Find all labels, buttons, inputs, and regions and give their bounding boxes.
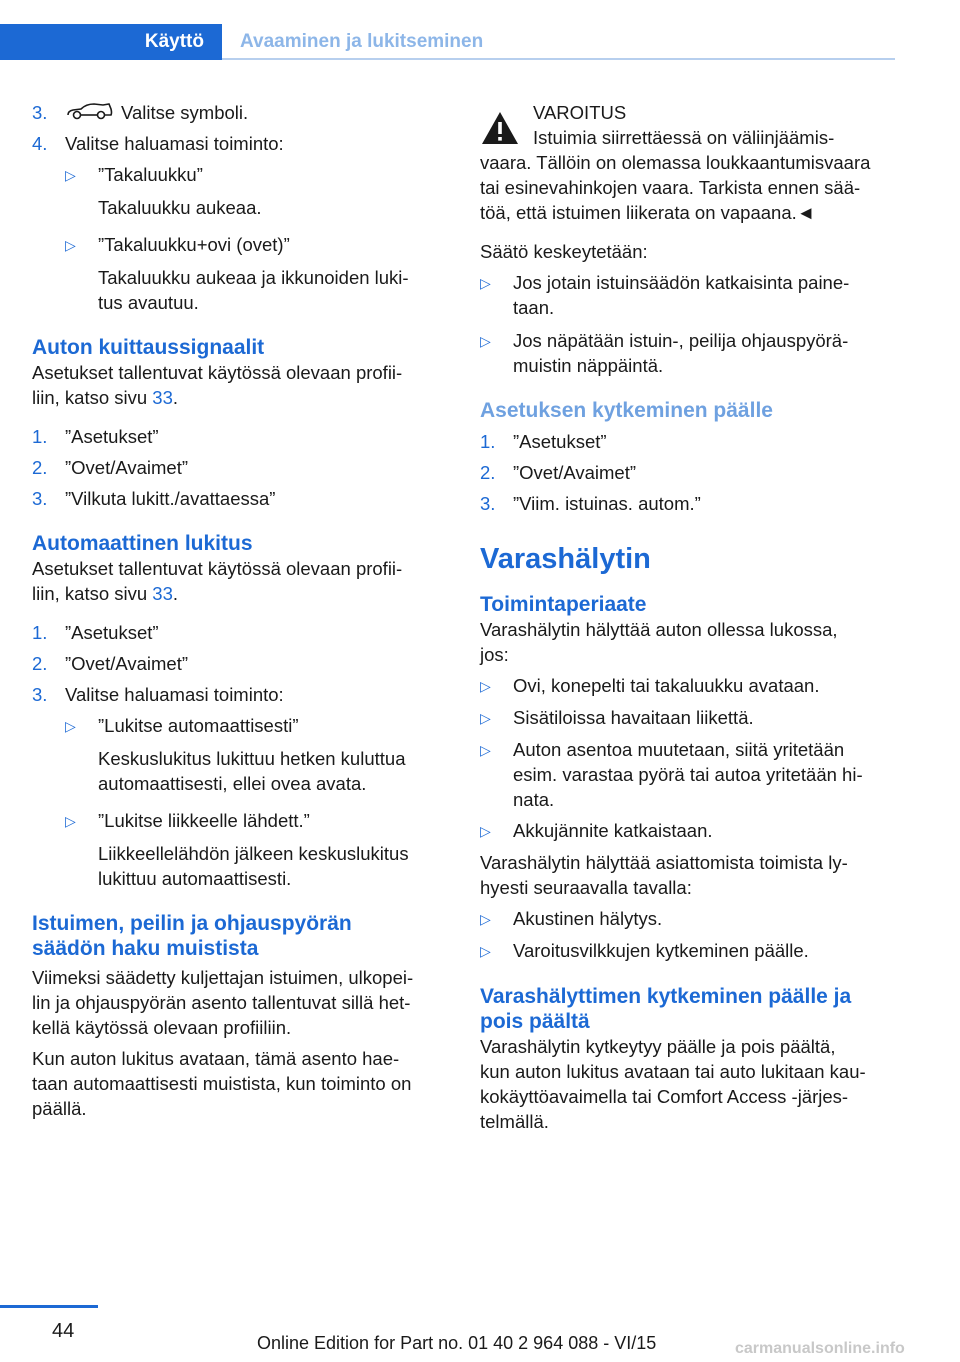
triangle-right-icon: ▷ — [65, 167, 76, 183]
page-number: 44 — [52, 1320, 75, 1342]
header-divider — [222, 58, 895, 60]
paragraph: liin, katso sivu 33. — [32, 387, 179, 408]
option-desc: Takaluukku aukeaa ja ikkunoiden luki‐ — [98, 267, 409, 288]
triangle-right-icon: ▷ — [480, 911, 491, 927]
triangle-right-icon: ▷ — [65, 813, 76, 829]
section-heading: Auton kuittaussignaalit — [32, 336, 265, 359]
list-text: Valitse symboli. — [121, 102, 249, 123]
triangle-right-icon: ▷ — [65, 718, 76, 734]
breadcrumb[interactable]: Avaaminen ja lukitseminen — [240, 31, 484, 52]
list-item: 3. ”Vilkuta lukitt./avattaessa” — [32, 488, 276, 509]
list-item — [32, 131, 452, 156]
chapter-title: Varashälytin — [480, 543, 651, 575]
triangle-right-icon: ▷ — [65, 237, 76, 253]
section-heading: Varashälyttimen kytkeminen päälle ja pois päältä — [480, 985, 852, 1033]
car-tailgate-icon — [65, 100, 115, 122]
list-item: ▷ Jos näpätään istuin-, peilija ohjauspyörä‐ muistin näppäintä. — [480, 330, 849, 376]
list-item: ▷ Ovi, konepelti tai takaluukku avataan. — [480, 673, 895, 699]
subsection-heading: Asetuksen kytkeminen päälle — [480, 399, 773, 422]
page-link[interactable]: 33 — [152, 583, 173, 604]
triangle-right-icon: ▷ — [480, 275, 491, 291]
page-header — [0, 0, 895, 62]
list-item: 2. ”Ovet/Avaimet” — [32, 653, 189, 674]
page-link[interactable]: 33 — [152, 387, 173, 408]
paragraph: liin, katso sivu 33. — [32, 583, 179, 604]
list-item: ▷ Auton asentoa muutetaan, siitä yritetään esim. varastaa pyörä tai autoa yritetään hi‐ nata. — [480, 739, 863, 810]
list-item: ▷ Jos jotain istuinsäädön katkaisinta paine‐ taan. — [480, 272, 850, 318]
paragraph: Asetukset tallentuvat käytössä olevaan profii‐ — [32, 362, 403, 383]
option-title: ”Takaluukku” — [98, 164, 203, 185]
list-item: ▷ Varoitusvilkkujen kytkeminen päälle. — [480, 938, 895, 964]
list-item: ▷ Akustinen hälytys. — [480, 906, 895, 932]
list-item — [32, 100, 452, 125]
section-tab[interactable]: Käyttö — [0, 24, 222, 60]
list-number: 3. — [32, 102, 48, 123]
watermark: carmanualsonline.info — [735, 1340, 905, 1357]
triangle-right-icon: ▷ — [480, 943, 491, 959]
edition-text: Online Edition for Part no. 01 40 2 964 088 - VI/15 — [257, 1333, 657, 1353]
triangle-right-icon: ▷ — [480, 710, 491, 726]
list-item — [65, 232, 452, 315]
warning-triangle-icon — [480, 110, 520, 146]
list-item: ▷ Sisätiloissa havaitaan liikettä. — [480, 705, 895, 731]
list-item: 1. ”Asetukset” — [32, 426, 159, 447]
triangle-right-icon: ▷ — [480, 742, 491, 758]
section-heading: Automaattinen lukitus — [32, 532, 253, 555]
list-text: Valitse haluamasi toiminto: — [65, 133, 284, 154]
list-item: ▷ ”Lukitse liikkeelle lähdett.” Liikkeellelähdön jälkeen keskuslukitus lukittuu automaattisesti. — [65, 810, 409, 889]
list-item: 3. Valitse haluamasi toiminto: — [32, 684, 284, 705]
left-column: 3. Valitse symboli. 4. Valitse haluamasi toiminto: ▷ ”Takaluukku” Takaluukku aukeaa. ▷ ”Takaluukku+ovi (ovet)” Takaluukku aukeaa ja ikkunoiden luki‐ tus avautuu. Auton kuittaussignaalit Asetukset tallentuvat käytössä olevaan profii‐ liin, katso sivu 33. 1. ”Asetukset” 2. ”Ovet/Avaimet” 3. ”Vilkuta lukitt./avattaessa” Automaattinen lukitus Asetukset tallentuvat käytössä olevaan profii‐ liin, katso sivu 33. 1. ”Asetukset” 2. ”Ovet/Avaimet” 3. Valitse haluamasi toiminto: ▷ ”Lukitse automaattisesti” Keskuslukitus lukittuu hetken kuluttua automaattisesti, ellei ovea avata. ▷ ”Lukitse liikkeelle lähdett.” Liikkeellelähdön jälkeen keskuslukitus lukittuu automaattisesti. Istuimen, peilin ja ohjauspyörän säädön haku muistista Viimeksi säädetty kuljettajan istuimen, ulkopei‐ lin ja ohjauspyörän asento tallentuvat sillä het‐ kellä käytössä olevaan profiiliin. Kun auton lukitus avataan, tämä asento hae‐ taan automaattisesti muistista, kun toiminto on päällä. — [32, 100, 452, 1121]
list-number: 4. — [32, 133, 48, 154]
triangle-right-icon: ▷ — [480, 333, 491, 349]
list-item: ▷ Akkujännite katkaistaan. — [480, 818, 895, 844]
warning-title: VAROITUS — [533, 102, 627, 123]
option-desc: Takaluukku aukeaa. — [98, 197, 262, 218]
option-title: ”Takaluukku+ovi (ovet)” — [98, 234, 290, 255]
triangle-right-icon: ▷ — [480, 678, 491, 694]
option-desc: tus avautuu. — [98, 292, 199, 313]
footer-divider — [0, 1305, 98, 1308]
list-item: 1. ”Asetukset” — [32, 622, 159, 643]
section-heading: Toimintaperiaate — [480, 593, 647, 616]
list-item: 1. ”Asetukset” — [480, 431, 607, 452]
list-item: 2. ”Ovet/Avaimet” — [32, 457, 189, 478]
section-heading: Istuimen, peilin ja ohjauspyörän säädön haku muistista — [32, 912, 352, 960]
warning-box: VAROITUS Istuimia siirrettäessä on väliinjäämis‐ vaara. Tällöin on olemassa loukkaantumisvaara tai esinevahinkojen vaara. Tarkista ennen sää‐ töä, että istuimen liikerata on vapaana.◄ — [480, 100, 895, 225]
triangle-right-icon: ▷ — [480, 823, 491, 839]
list-item — [65, 162, 452, 220]
list-item: 2. ”Ovet/Avaimet” — [480, 462, 637, 483]
list-item: ▷ ”Lukitse automaattisesti” Keskuslukitus lukittuu hetken kuluttua automaattisesti, ellei ovea avata. — [65, 715, 406, 794]
right-column: VAROITUS Istuimia siirrettäessä on väliinjäämis‐ vaara. Tällöin on olemassa loukkaantumisvaara tai esinevahinkojen vaara. Tarkista ennen sää‐ töä, että istuimen liikerata on vapaana.◄ Säätö keskeytetään: ▷ Jos jotain istuinsäädön katkaisinta paine‐ taan. ▷ Jos näpätään istuin-, peilija ohjauspyörä‐ muistin näppäintä. Asetuksen kytkeminen päälle 1. ”Asetukset” 2. ”Ovet/Avaimet” 3. ”Viim. istuinas. autom.” Varashälytin Toimintaperiaate Varashälytin hälyttää auton ollessa lukossa, jos: ▷ Ovi, konepelti tai takaluukku avataan. ▷ Sisätiloissa havaitaan liikettä. ▷ Auton asentoa muutetaan, siitä yritetään esim. varastaa pyörä tai autoa yritetään hi‐ nata. ▷ Akkujännite katkaistaan. Varashälytin hälyttää asiattomista toimista ly‐ hyesti seuraavalla tavalla: ▷ Akustinen hälytys. ▷ Varoitusvilkkujen kytkeminen päälle. Varashälyttimen kytkeminen päälle ja pois päältä Varashälytin kytkeytyy päälle ja pois päältä, kun auton lukitus avataan tai auto lukitaan kau‐ kokäyttöavaimella tai Comfort Access -järjes‐ telmällä. — [480, 100, 895, 1134]
list-item: 3. ”Viim. istuinas. autom.” — [480, 493, 701, 514]
paragraph: Asetukset tallentuvat käytössä olevaan profii‐ — [32, 558, 403, 579]
